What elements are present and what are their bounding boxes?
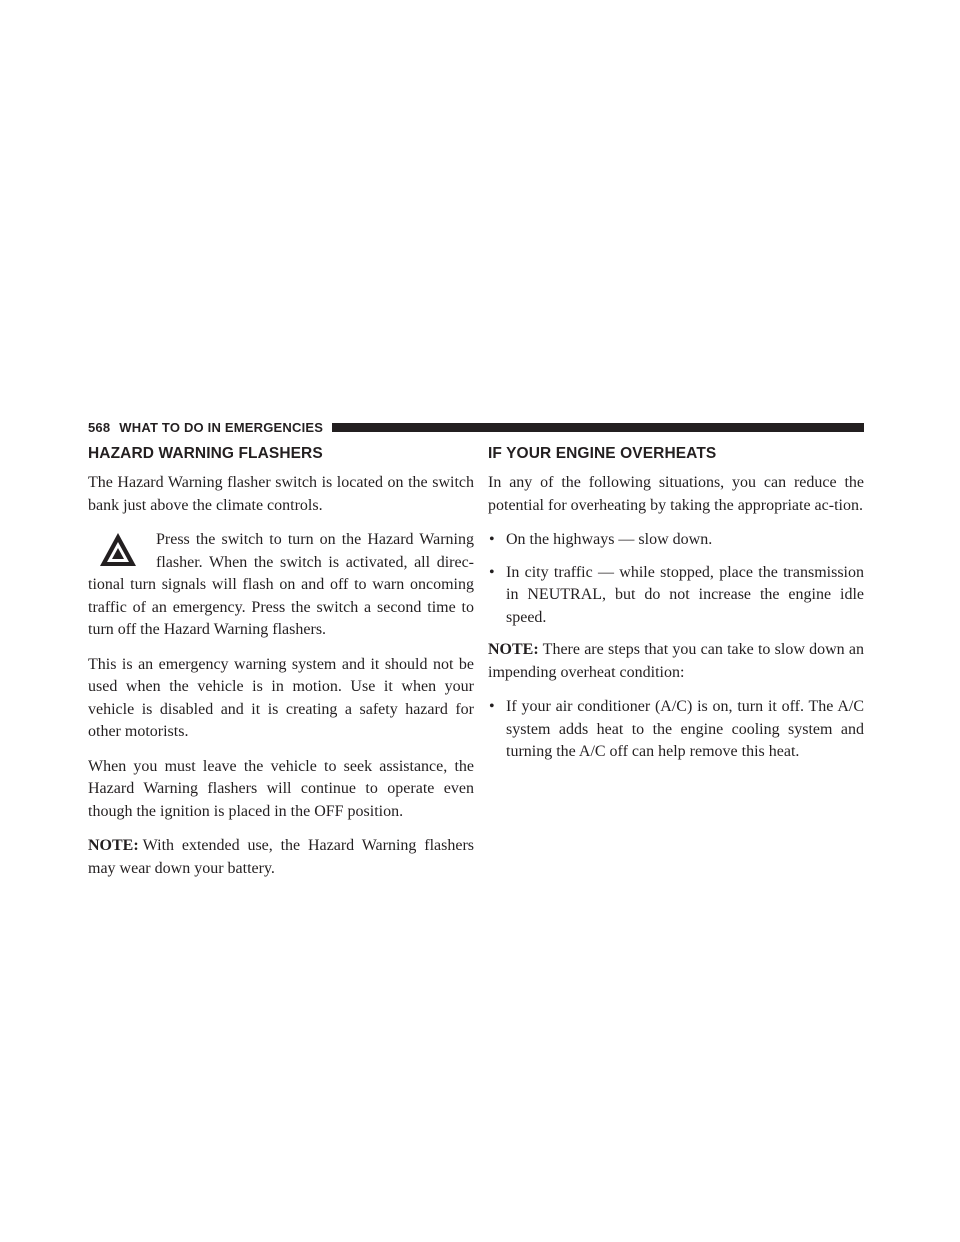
list-item: • On the highways — slow down. bbox=[488, 529, 864, 552]
overheat-note-list bbox=[488, 696, 864, 764]
left-column bbox=[88, 444, 474, 892]
hazard-icon-paragraph bbox=[88, 529, 474, 642]
page-header bbox=[88, 418, 864, 436]
overheat-list bbox=[488, 529, 864, 629]
page-number: 568 bbox=[88, 419, 111, 435]
section-title: WHAT TO DO IN EMERGENCIES bbox=[119, 419, 324, 435]
list-item: • If your air conditioner (A/C) is on, turn it off. The A/C system adds heat to the engine cooling system and turning the A/C off can help remove this heat. bbox=[489, 698, 864, 760]
header-rule bbox=[332, 423, 864, 432]
hazard-heading: HAZARD WARNING FLASHERS bbox=[88, 445, 323, 462]
note-text: There are steps that you can take to slow down an impending overheat condition: bbox=[488, 641, 864, 681]
bullet-glyph: • bbox=[489, 698, 495, 715]
hazard-paragraph-4: When you must leave the vehicle to seek assistance, the Hazard Warning flashers will continue to operate even though the ignition is placed in the OFF position. bbox=[88, 757, 474, 820]
overheat-heading: IF YOUR ENGINE OVERHEATS bbox=[488, 445, 717, 462]
note-text: With extended use, the Hazard Warning flashers may wear down your battery. bbox=[88, 837, 474, 877]
hazard-warning-icon bbox=[98, 531, 138, 569]
note-label: NOTE: bbox=[488, 641, 539, 658]
overheat-intro: In any of the following situations, you can reduce the potential for overheating by taking the appropriate ac-tion. bbox=[488, 474, 864, 514]
hazard-paragraph-1: The Hazard Warning flasher switch is located on the switch bank just above the climate controls. bbox=[88, 474, 474, 514]
right-column bbox=[488, 444, 864, 774]
overheat-note bbox=[488, 639, 864, 684]
bullet-glyph: • bbox=[489, 563, 495, 581]
list-item: • In city traffic — while stopped, place the transmission in NEUTRAL, but do not increase the engine idle speed. bbox=[489, 563, 864, 626]
hazard-note bbox=[88, 835, 474, 880]
hazard-paragraph-3: This is an emergency warning system and it should not be used when the vehicle is in motion. Use it when your vehicle is disabled and it is creating a safety hazard for other motorists. bbox=[88, 655, 474, 740]
hazard-paragraph-2: Press the switch to turn on the Hazard Warning flasher. When the switch is activated, all direc-tional turn signals will flash on and off to warn oncoming traffic of an emergency. Press the switch a second time to turn off the Hazard Warning flashers. bbox=[88, 531, 474, 638]
bullet-glyph: • bbox=[489, 531, 495, 548]
note-label: NOTE: bbox=[88, 837, 139, 854]
